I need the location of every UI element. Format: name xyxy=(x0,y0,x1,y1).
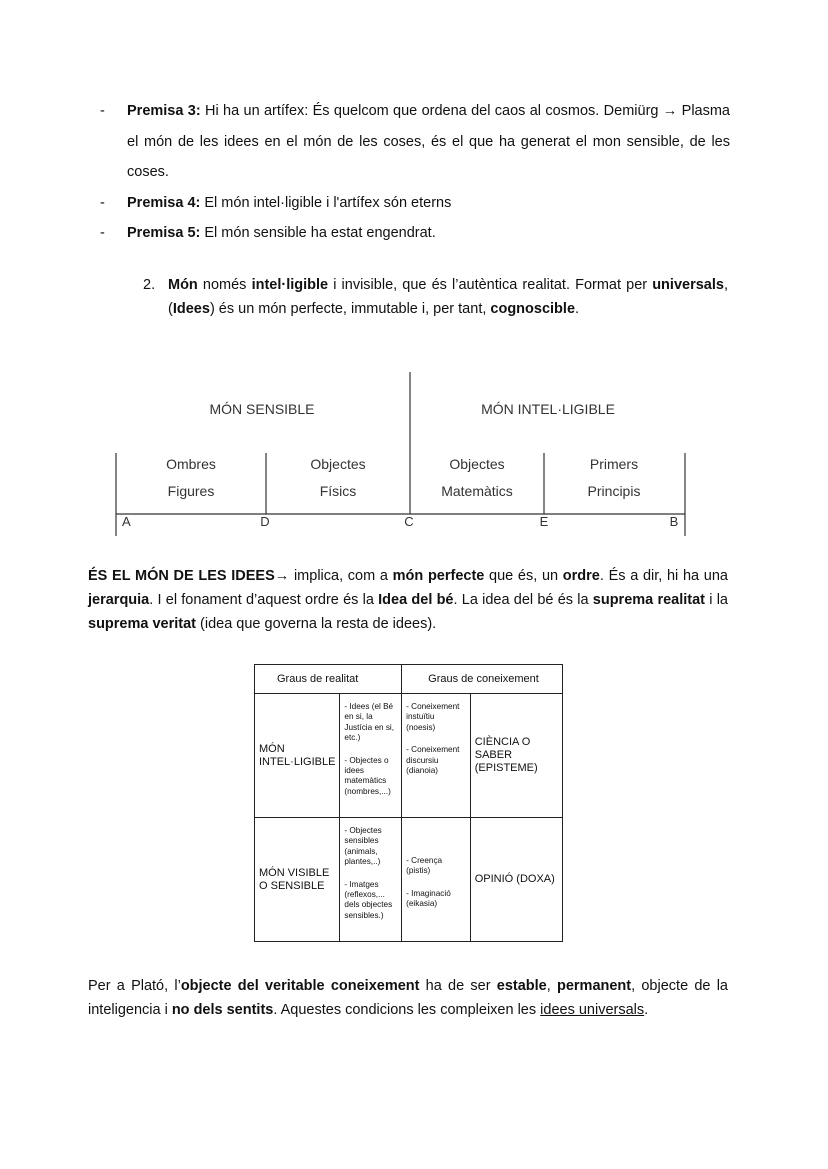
header-degrees-of-knowledge: Graus de coneixement xyxy=(402,665,563,694)
sensible-world-title: MÓN SENSIBLE xyxy=(209,401,315,417)
point-b-label: B xyxy=(669,514,679,529)
objects-cell: - Objectes sensibles (animals, plantes,..) - Imatges (reflexos,... dels objectes sensibles.) xyxy=(340,818,402,942)
cell-physical-line1: Objectes xyxy=(310,456,366,472)
point-2-text: Món només intel·ligible i invisible, que és l’autèntica realitat. Format per universals, (Idees) és un món perfecte, immutable i, per tant, cognoscible. xyxy=(168,277,728,317)
cell-principles-line1: Primers xyxy=(589,456,639,472)
cell-math-line2: Matemàtics xyxy=(441,483,513,499)
point-e-label: E xyxy=(539,514,549,529)
header-degrees-of-reality: Graus de realitat xyxy=(255,665,402,694)
divided-line-diagram xyxy=(112,368,692,540)
cell-principles-line2: Principis xyxy=(587,483,641,499)
premise-3: - Premisa 3: Hi ha un artífex: És quelcom que ordena del caos al cosmos. Demiürg → Plasma el món de les idees en el món de les coses, és el que ha generat el mon sensible, de les coses. xyxy=(100,103,730,180)
plato-knowledge-paragraph: Per a Plató, l’objecte del veritable coneixement ha de ser estable, permanent, objecte de la inteligencia i no dels sentits. Aquestes condicions les compleixen les idees universals. xyxy=(88,978,728,1018)
knowledge-cell: - Coneixement instuïtiu (noesis) - Coneixement discursiu (dianoia) xyxy=(402,694,471,818)
world-cell: MÓN VISIBLE O SENSIBLE xyxy=(255,818,340,942)
intelligible-world-title: MÓN INTEL·LIGIBLE xyxy=(481,401,615,417)
knowledge-cell: - Creença (pistis) - Imaginació (eikasia) xyxy=(402,818,471,942)
table-row xyxy=(255,818,563,942)
world-of-ideas-paragraph: ÉS EL MÓN DE LES IDEES→ implica, com a món perfecte que és, un ordre. És a dir, hi ha una jerarquia. I el fonament d’aquest ordre és la Idea del bé. La idea del bé és la suprema realitat i la suprema veritat (idea que governa la resta de idees). xyxy=(88,568,728,632)
cell-math-line1: Objectes xyxy=(449,456,505,472)
point-c-label: C xyxy=(404,514,414,529)
list-number: 2. xyxy=(143,277,156,293)
table-header-row xyxy=(255,665,563,694)
numbered-point-2 xyxy=(143,273,728,321)
level-cell: CIÈNCIA O SABER (EPISTEME) xyxy=(470,694,562,818)
premise-5: - Premisa 5: El món sensible ha estat engendrat. xyxy=(100,225,436,241)
premise-4: - Premisa 4: El món intel·ligible i l'artífex són eterns xyxy=(100,194,452,211)
degrees-table xyxy=(254,664,563,942)
premises-list xyxy=(100,96,730,249)
cell-shadows-line2: Figures xyxy=(167,483,215,499)
world-cell: MÓN INTEL·LIGIBLE xyxy=(255,694,340,818)
point-d-label: D xyxy=(260,514,270,529)
cell-physical-line2: Físics xyxy=(319,483,357,499)
table-row xyxy=(255,694,563,818)
point-a-label: A xyxy=(122,514,131,529)
cell-shadows-line1: Ombres xyxy=(166,456,216,472)
objects-cell: - Idees (el Bé en si, la Justícia en si, etc.) - Objectes o idees matemàtics (nombres,...) xyxy=(340,694,402,818)
level-cell: OPINIÓ (DOXA) xyxy=(470,818,562,942)
